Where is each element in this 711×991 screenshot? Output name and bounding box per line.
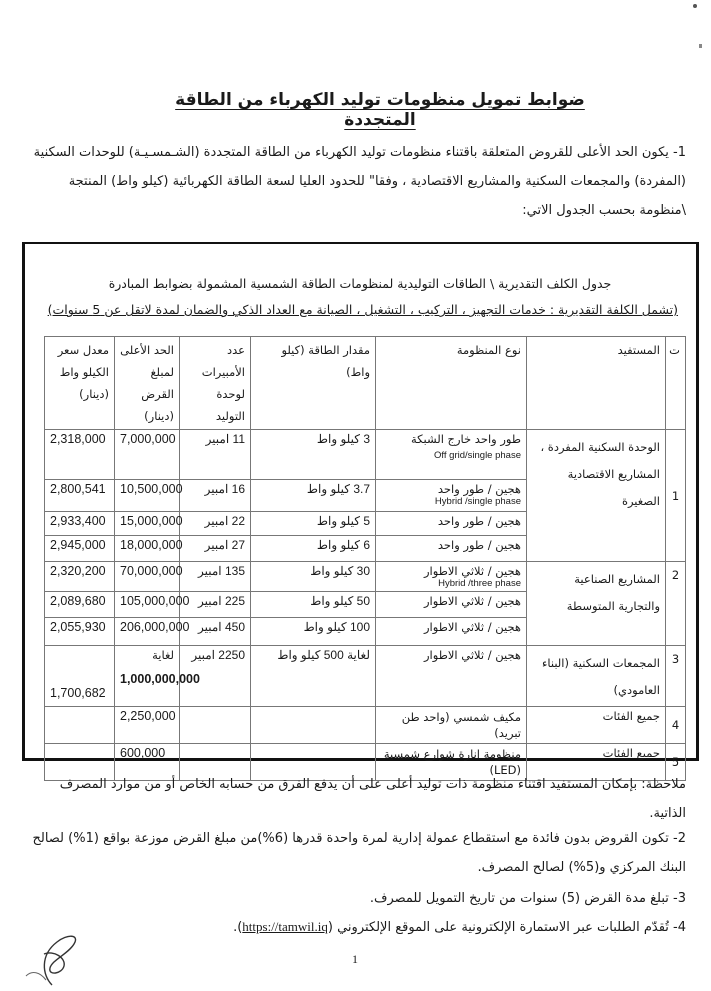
system-type-cell: هجين / ثلاثي الاطوار [376,646,527,707]
table-header-row [45,337,686,430]
group-beneficiary: الوحدة السكنية المفردة ، المشاريع الاقتصادية الصغيرة [527,430,666,562]
table-row [45,707,686,744]
header-beneficiary: المستفيد [527,337,666,430]
rate-cell [45,707,115,744]
table-caption: جدول الكلف التقديرية \ الطاقات التوليدية لمنظومات الطاقة الشمسية المشمولة بضوابط المبادرة [108,276,612,291]
group-index: 4 [666,707,686,744]
max-loan-cell: 206,000,000 [115,618,180,646]
system-type-cell: مكيف شمسي (واحد طن تبريد) [376,707,527,744]
system-type-cell [376,562,527,592]
rate-cell: 2,800,541 [45,480,115,512]
scan-speck [693,4,697,8]
max-loan-cell: 600,000 [115,744,180,781]
power-cell: 30 كيلو واط [251,562,376,592]
header-power: مقدار الطاقة (كيلو واط) [251,337,376,430]
max-loan-cell [115,646,200,707]
table-subcaption: (تشمل الكلفة التقديرية : خدمات التجهيز ، التركيب ، التشغيل ، الصيانة مع العداد الذكي والضمان لمدة لاتقل عن 5 سنوات) [47,302,678,317]
max-loan-cell: 105,000,000 [115,592,180,618]
power-cell: 50 كيلو واط [251,592,376,618]
group-index: 1 [666,430,686,562]
website-link[interactable]: https://tamwil.iq [242,919,328,934]
power-cell: 3.7 كيلو واط [251,480,376,512]
system-type-cell [376,480,527,512]
max-loan-value: 1,000,000,000 [120,672,200,686]
power-cell: لغاية 500 كيلو واط [251,646,376,707]
amperes-cell: 225 امبير [180,592,251,618]
system-type-cell: هجين / ثلاثي الاطوار [376,618,527,646]
paragraph-4-suffix: ). [233,920,243,935]
cost-table [44,336,686,781]
table-row [45,562,686,592]
header-rate: معدل سعر الكيلو واط (دينار) [45,337,115,430]
max-loan-cell: 15,000,000 [115,512,180,536]
paragraph-4 [30,912,686,942]
system-type: طور واحد خارج الشبكة [410,432,521,446]
amperes-cell: 11 امبير [180,430,251,480]
amperes-cell: 16 امبير [180,480,251,512]
system-type-en: Hybrid /single phase [434,496,521,507]
system-type-en: Off grid/single phase [434,450,521,461]
group-index: 5 [666,744,686,781]
power-cell: 3 كيلو واط [251,430,376,480]
max-loan-cell: 10,500,000 [115,480,180,512]
system-type-cell: هجين / طور واحد [376,536,527,562]
amperes-cell: 27 امبير [180,536,251,562]
max-loan-cell: 18,000,000 [115,536,180,562]
page-number: 1 [352,952,358,966]
group-beneficiary: المجمعات السكنية (البناء العامودي) [527,646,666,707]
amperes-cell: 22 امبير [180,512,251,536]
power-cell: 5 كيلو واط [251,512,376,536]
paragraph-4-prefix: 4- تُقدّم الطلبات عبر الاستمارة الإلكترونية على الموقع الإلكتروني ( [327,920,686,935]
system-type: هجين / طور واحد [437,482,521,496]
group-beneficiary: المشاريع الصناعية والتجارية المتوسطة [527,562,666,646]
max-loan-cell: 2,250,000 [115,707,180,744]
header-amperes: عدد الأمبيرات لوحدة التوليد [180,337,251,430]
rate-cell: 2,945,000 [45,536,115,562]
amperes-cell: 450 امبير [180,618,251,646]
group-index: 3 [666,646,686,707]
amperes-cell: 135 امبير [180,562,251,592]
paragraph-1: 1- يكون الحد الأعلى للقروض المتعلقة باقتناء منظومات توليد الكهرباء من الطاقة المتجددة (الشـمسـيـة) للوحدات السكنية (المفردة) والمجمعات السكنية والمشاريع الاقتصادية ، وفقا" للحدود العليا لسعة الطاقة الكهربائية (كيلو واط) المنتجة \منظومة بحسب الجدول الاتي: [33,145,686,218]
table-row [45,646,686,707]
max-loan-cell: 70,000,000 [115,562,180,592]
rate-cell: 2,055,930 [45,618,115,646]
max-loan-prefix: لغاية [152,648,174,662]
table-row [45,430,686,480]
group-index: 2 [666,562,686,646]
max-loan-cell: 7,000,000 [115,430,180,480]
system-type-cell: هجين / ثلاثي الاطوار [376,592,527,618]
note-paragraph: ملاحظة: بإمكان المستفيد اقتناء منظومة ذات توليد أعلى على أن يدفع الفرق من حسابه الخاص أو من موارد المصرف الذاتية. [59,777,686,821]
system-type: هجين / ثلاثي الاطوار [424,564,521,578]
power-cell: 6 كيلو واط [251,536,376,562]
system-type-cell: منظومة انارة شوارع شمسية (LED) [376,744,527,781]
rate-cell: 2,318,000 [45,430,115,480]
system-type-en: Hybrid /three phase [438,578,521,589]
power-cell [251,707,376,744]
amperes-cell: 2250 امبير [180,646,251,707]
amperes-cell [180,707,251,744]
scan-speck [699,44,702,48]
system-type-cell [376,430,527,480]
header-index: ت [666,337,686,430]
paragraph-2: 2- تكون القروض بدون فائدة مع استقطاع عمولة إدارية لمرة واحدة قدرها (6%)من مبلغ القرض موزعة بواقع (1%) لصالح البنك المركزي و(5%) لصالح المصرف. [32,831,686,875]
paragraph-3: 3- تبلغ مدة القرض (5) سنوات من تاريخ التمويل للمصرف. [369,891,686,906]
rate-cell: 2,320,200 [45,562,115,592]
header-max-loan: الحد الأعلى لمبلغ القرض (دينار) [115,337,180,430]
system-type-cell: هجين / طور واحد [376,512,527,536]
header-system-type: نوع المنظومة [376,337,527,430]
page-title: ضوابط تمويل منظومات توليد الكهرباء من الطاقة المتجددة [175,90,585,130]
handwritten-signature-icon [22,930,82,991]
rate-cell: 2,089,680 [45,592,115,618]
group-beneficiary: جميع الفئات [527,744,666,781]
power-cell: 100 كيلو واط [251,618,376,646]
group-beneficiary: جميع الفئات [527,707,666,744]
rate-cell: 2,933,400 [45,512,115,536]
rate-cell: 1,700,682 [45,646,115,707]
